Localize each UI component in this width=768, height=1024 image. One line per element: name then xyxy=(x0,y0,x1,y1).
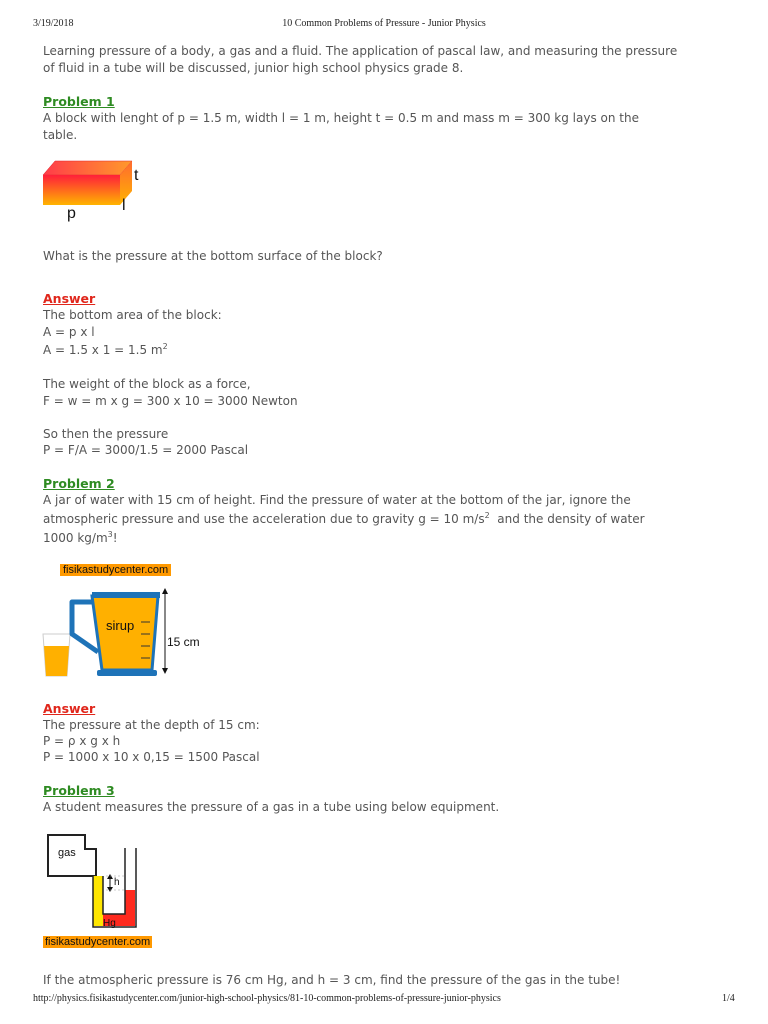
problem-3-heading: Problem 3 xyxy=(43,783,115,798)
answer-1-line-1: The bottom area of the block: xyxy=(43,308,222,322)
answer-1-line-7: P = F/A = 3000/1.5 = 2000 Pascal xyxy=(43,443,249,457)
problem-1-question: What is the pressure at the bottom surface of the block? xyxy=(43,249,383,263)
answer-1-line-2: A = p x l xyxy=(43,325,95,339)
manometer-label-h: h xyxy=(114,877,120,888)
answer-1-line-4: The weight of the block as a force, xyxy=(43,377,251,391)
block-label-l: l xyxy=(122,197,126,214)
answer-2-heading: Answer xyxy=(43,701,96,716)
answer-1-line-3: A = 1.5 x 1 = 1.5 $m^2$ xyxy=(43,342,168,357)
block-label-t: t xyxy=(134,167,139,184)
intro-line-2: of fluid in a tube will be discussed, junior high school physics grade 8. xyxy=(43,61,464,75)
answer-2-line-2: P = ρ x g x h xyxy=(43,734,121,748)
problem-2-line-2: atmospheric pressure and use the acceleration due to gravity g = 10 $m/s^2$ and the density of water xyxy=(43,511,645,526)
manometer-label-gas: gas xyxy=(58,847,76,859)
problem-2-line-3: 1000 $kg/m^3$! xyxy=(43,530,118,545)
problem-2-line-1: A jar of water with 15 cm of height. Find the pressure of water at the bottom of the jar, ignore the xyxy=(43,493,631,507)
fisikastudycenter-banner: fisikastudycenter.com xyxy=(60,564,171,576)
intro-line-1: Learning pressure of a body, a gas and a fluid. The application of pascal law, and measuring the pressure xyxy=(43,44,678,58)
block-label-p: p xyxy=(67,205,76,222)
problem-3-line-1: A student measures the pressure of a gas in a tube using below equipment. xyxy=(43,800,500,814)
jar-label-height: 15 cm xyxy=(167,635,200,649)
page-number: 1/4 xyxy=(722,993,735,1004)
answer-1-line-6: So then the pressure xyxy=(43,427,169,441)
answer-1-line-5: F = w = m x g = 300 x 10 = 3000 Newton xyxy=(43,394,298,408)
answer-1-heading: Answer xyxy=(43,291,96,306)
manometer-figure xyxy=(40,832,150,938)
problem-1-heading: Problem 1 xyxy=(43,94,115,109)
print-date: 3/19/2018 xyxy=(33,18,74,29)
answer-2-line-1: The pressure at the depth of 15 cm: xyxy=(43,718,260,732)
problem-3-question: If the atmospheric pressure is 76 cm Hg, and h = 3 cm, find the pressure of the gas in the tube! xyxy=(43,973,621,987)
jar-label-sirup: sirup xyxy=(106,618,135,633)
manometer-label-hg: Hg xyxy=(103,918,116,929)
footer-url[interactable]: http://physics.fisikastudycenter.com/junior-high-school-physics/81-10-common-problems-of-pressure-junior-physics xyxy=(33,993,501,1004)
fisikastudycenter-banner-2: fisikastudycenter.com xyxy=(45,936,151,948)
page-title: 10 Common Problems of Pressure - Junior Physics xyxy=(282,18,486,29)
answer-2-line-3: P = 1000 x 10 x 0,15 = 1500 Pascal xyxy=(43,750,260,764)
problem-2-heading: Problem 2 xyxy=(43,476,115,491)
problem-1-line-1: A block with lenght of p = 1.5 m, width l = 1 m, height t = 0.5 m and mass m = 300 kg lays on the xyxy=(43,111,639,125)
problem-1-line-2: table. xyxy=(43,128,78,142)
